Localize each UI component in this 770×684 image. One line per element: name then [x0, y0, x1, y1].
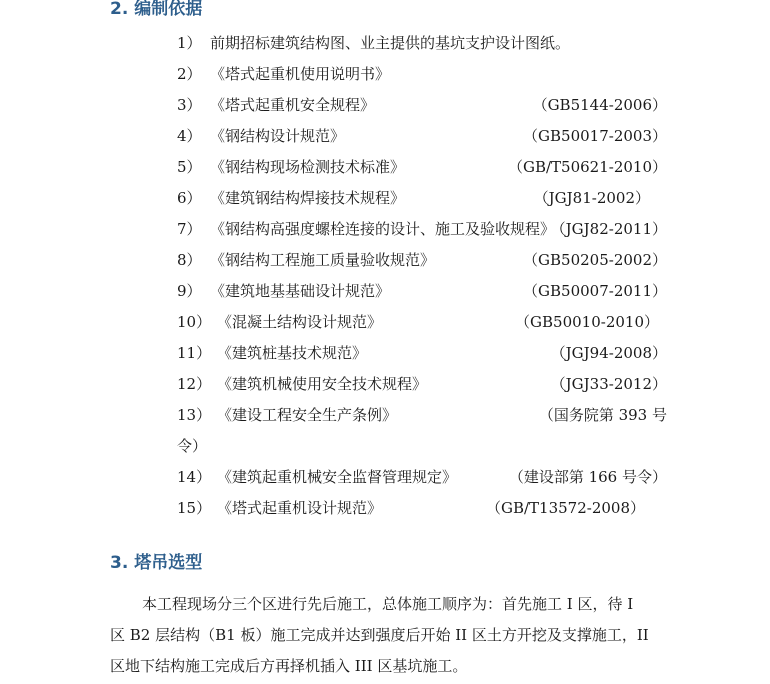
item-title: 《建筑机械使用安全技术规程》: [217, 375, 428, 393]
reference-item-13: [177, 405, 667, 425]
reference-item-15: [177, 498, 667, 518]
item-standard-code: （JGJ94-2008）: [550, 344, 667, 362]
reference-item-3: [177, 95, 667, 115]
item-title: 《建筑钢结构焊接技术规程》: [210, 189, 406, 207]
section-3-heading: 3. 塔吊选型: [110, 553, 203, 573]
item-number: 10）: [177, 313, 212, 331]
item-standard-code: （JGJ82-2011）: [550, 220, 667, 238]
item-title: 《钢结构现场检测技术标准》: [210, 158, 406, 176]
item-standard-code: （GB/T13572-2008）: [485, 499, 645, 517]
item-number: 6）: [177, 189, 202, 207]
item-title: 前期招标建筑结构图、业主提供的基坑支护设计图纸。: [210, 34, 571, 52]
paragraph-line-3: 区地下结构施工完成后方再择机插入 III 区基坑施工。: [110, 657, 468, 675]
reference-item-2: [177, 64, 667, 84]
item-number: 8）: [177, 251, 202, 269]
item-number: 12）: [177, 375, 212, 393]
item-number: 3）: [177, 96, 202, 114]
item-standard-code: （JGJ33-2012）: [550, 375, 667, 393]
item-number: 15）: [177, 499, 212, 517]
item-standard-code: （建设部第 166 号令）: [508, 468, 667, 486]
item-standard-code: （JGJ81-2002）: [533, 189, 650, 207]
item-standard-code: （GB50017-2003）: [523, 127, 667, 145]
reference-item-10: [177, 312, 667, 332]
item-number: 1）: [177, 34, 202, 52]
paragraph-line-1: 本工程现场分三个区进行先后施工，总体施工顺序为：首先施工 I 区，待 I: [142, 595, 634, 613]
reference-item-5: [177, 157, 667, 177]
item-title: 《混凝土结构设计规范》: [217, 313, 383, 331]
reference-item-1: [177, 33, 667, 53]
reference-item-8: [177, 250, 667, 270]
item-number: 9）: [177, 282, 202, 300]
item-title: 《塔式起重机安全规程》: [210, 96, 376, 114]
item-title: 《建筑起重机械安全监督管理规定》: [217, 468, 458, 486]
item-title: 《建筑桩基技术规范》: [217, 344, 368, 362]
item-standard-code: （GB50007-2011）: [523, 282, 667, 300]
item-standard-code: （GB50205-2002）: [523, 251, 667, 269]
item-number: 4）: [177, 127, 202, 145]
reference-item-7: [177, 219, 667, 239]
item-standard-code: （GB5144-2006）: [532, 96, 667, 114]
item-number: 14）: [177, 468, 212, 486]
item-title: 《钢结构高强度螺栓连接的设计、施工及验收规程》: [210, 220, 556, 238]
reference-item-9: [177, 281, 667, 301]
item-number: 7）: [177, 220, 202, 238]
item-number: 11）: [177, 344, 212, 362]
item-title: 《钢结构设计规范》: [210, 127, 346, 145]
item-title: 《钢结构工程施工质量验收规范》: [210, 251, 436, 269]
section-2-heading: 2. 编制依据: [110, 0, 203, 19]
item-standard-code: （GB/T50621-2010）: [507, 158, 667, 176]
reference-item-6: [177, 188, 667, 208]
reference-item-11: [177, 343, 667, 363]
item-number: 13）: [177, 406, 212, 424]
item-title: 《建筑地基基础设计规范》: [210, 282, 391, 300]
item-standard-code: （GB50010-2010）: [515, 313, 659, 331]
reference-item-13-continuation: 令）: [177, 437, 208, 455]
reference-item-14: [177, 467, 667, 487]
item-title: 《塔式起重机使用说明书》: [210, 65, 391, 83]
paragraph-line-2: 区 B2 层结构（B1 板）施工完成并达到强度后开始 II 区土方开挖及支撑施工，II: [110, 626, 649, 644]
item-standard-code: （国务院第 393 号: [538, 406, 667, 424]
item-number: 2）: [177, 65, 202, 83]
item-title: 《塔式起重机设计规范》: [217, 499, 383, 517]
reference-item-4: [177, 126, 667, 146]
reference-item-12: [177, 374, 667, 394]
item-title: 《建设工程安全生产条例》: [217, 406, 398, 424]
item-number: 5）: [177, 158, 202, 176]
